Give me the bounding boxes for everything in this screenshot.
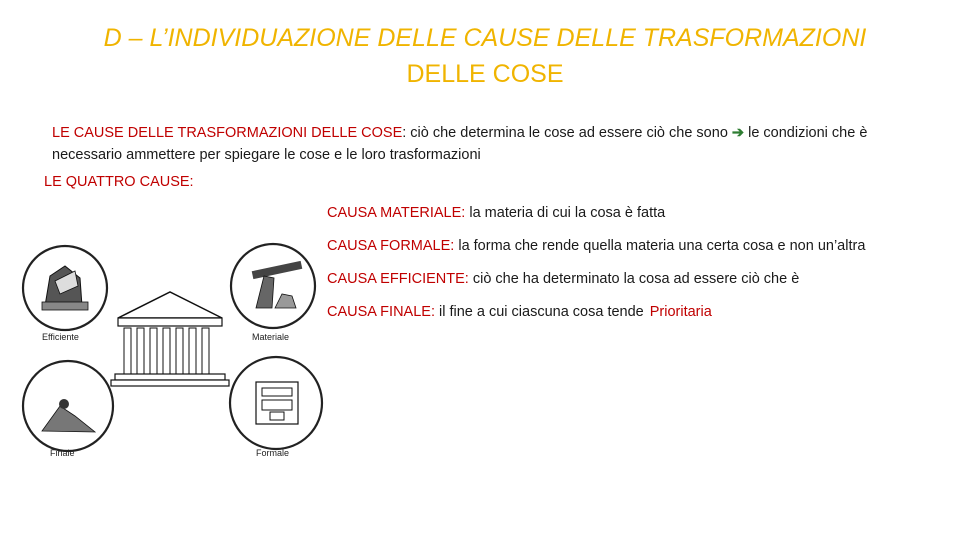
intro-text-2: le condizioni che è necessario ammettere per spiegare le cose e le loro trasformazioni [52,125,868,163]
cause-formal [327,236,957,269]
final-cause-circle [23,361,113,451]
cause-final [327,302,957,335]
label-formal: Formale [256,448,290,458]
cause-name: CAUSA EFFICIENTE: [327,271,469,287]
intro-text-1: : ciò che determina le cose ad essere ciò che sono [402,125,728,141]
title-line-2: DELLE COSE [406,60,564,88]
cause-description: ciò che ha determinato la cosa ad essere ciò che è [468,271,800,287]
cause-description: il fine a cui ciascuna cosa tende [434,304,644,320]
arrow-right-icon: ➔ [731,125,745,141]
formal-cause-circle [230,357,322,449]
intro-paragraph [52,122,932,166]
material-cause-circle [231,244,315,328]
cause-material [327,203,957,236]
label-final: Finale [50,448,75,458]
four-causes-illustration [20,236,360,472]
causes-list [327,203,957,335]
efficient-cause-circle [23,246,107,330]
cause-name: CAUSA FORMALE: [327,238,455,254]
cause-description: la forma che rende quella materia una certa cosa e non un’altra [454,238,866,254]
priority-note: Prioritaria [649,304,712,320]
title-line-1: D – L’INDIVIDUAZIONE DELLE CAUSE DELLE TRASFORMAZIONI [103,24,867,52]
slide-title [60,20,910,92]
four-causes-heading: LE QUATTRO CAUSE: [44,174,194,190]
cause-name: CAUSA FINALE: [327,304,435,320]
label-efficient: Efficiente [42,332,79,342]
cause-name: CAUSA MATERIALE: [327,205,466,221]
temple-icon [111,292,229,386]
label-material: Materiale [252,332,290,342]
cause-efficient [327,269,957,302]
intro-highlight: LE CAUSE DELLE TRASFORMAZIONI DELLE COSE [52,125,403,141]
cause-description: la materia di cui la cosa è fatta [465,205,666,221]
